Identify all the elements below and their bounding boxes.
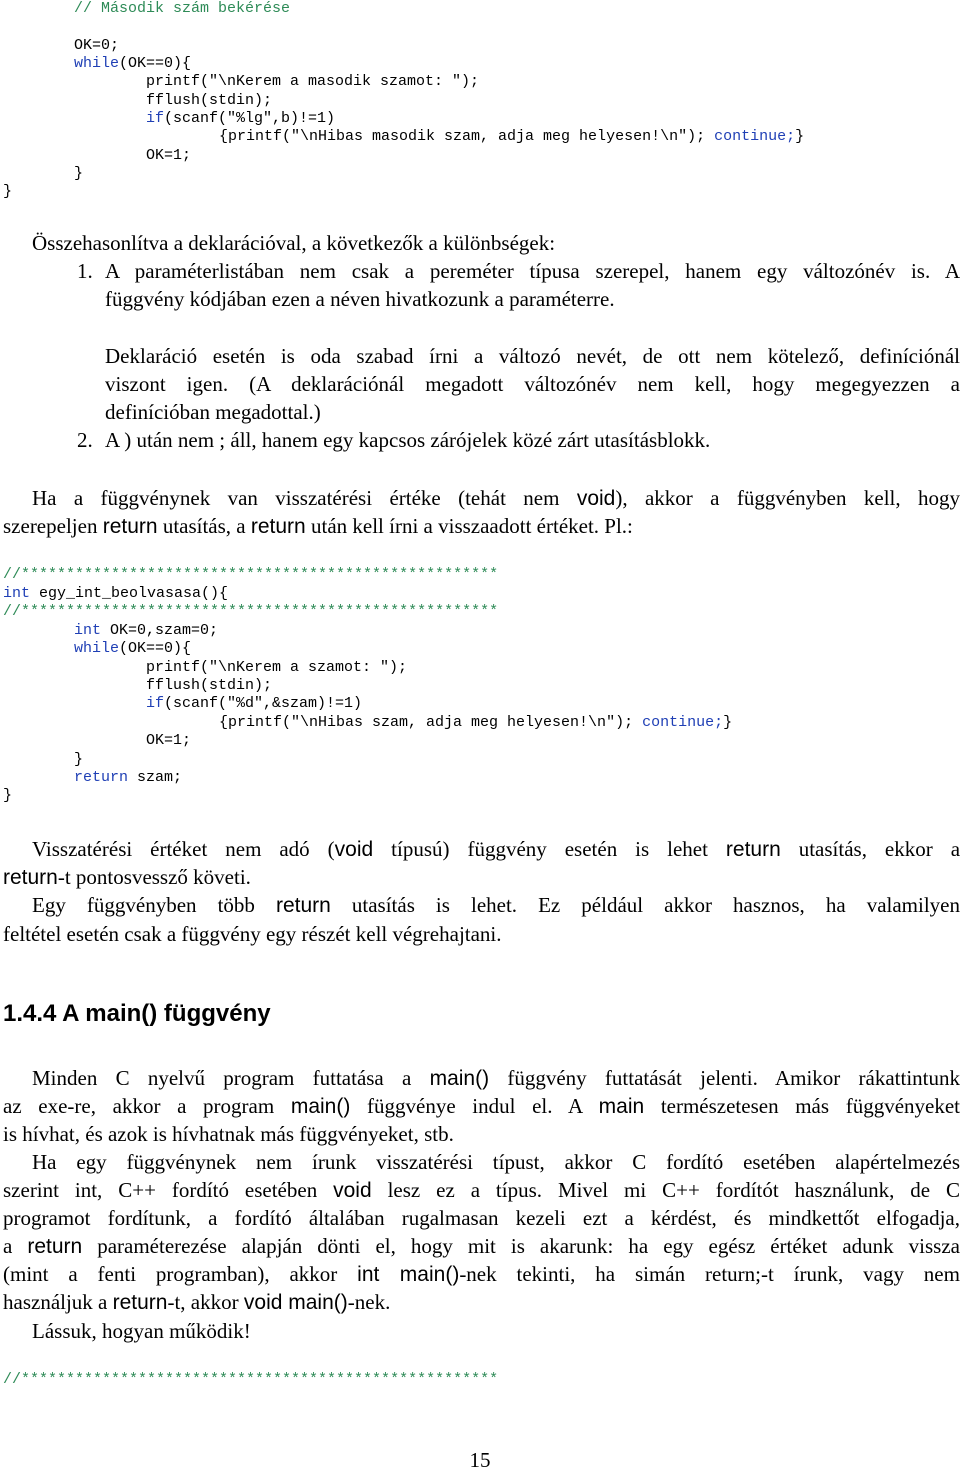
code-comment: //***************************************************** [3, 603, 499, 620]
inline-code: int main() [357, 1263, 460, 1286]
inline-code: return [102, 515, 158, 538]
code-line: printf("\nKerem a masodik szamot: "); [146, 73, 480, 90]
text-run: a [3, 1234, 28, 1258]
list-number-1: 1. [77, 259, 93, 283]
code-line: } [3, 787, 13, 804]
code-line [219, 128, 804, 146]
list-note-line: Deklaráció esetén is oda szabad írni a változó nevét, de ott nem kötelező, definíciónál [105, 344, 960, 368]
code-line [3, 585, 228, 603]
code-comment: //***************************************************** [3, 1371, 499, 1388]
code-line [146, 110, 335, 128]
code-line [219, 714, 732, 732]
code-text: egy_int_beolvasasa(){ [30, 585, 229, 602]
inline-code: void [334, 838, 374, 861]
paragraph-line: programot fordítunk, a fordító általában rugalmasan kezeli ezt a kérdést, és mindkettőt elfogadja, [3, 1206, 960, 1230]
text-run: Minden C nyelvű program futtatása a [32, 1066, 430, 1090]
intro-text: Összehasonlítva a deklarációval, a következők a különbségek: [32, 231, 556, 255]
paragraph-line: is hívhat, és azok is hívhatnak más függvényeket, stb. [3, 1122, 454, 1146]
paragraph-line [32, 891, 960, 920]
paragraph-line: Ha egy függvénynek nem írunk visszatérési típust, akkor C fordító esetében alapértelmezés [32, 1150, 960, 1174]
code-line [74, 622, 218, 640]
paragraph-line: Lássuk, hogyan működik! [32, 1319, 251, 1343]
code-line [74, 769, 182, 787]
inline-code: main() [429, 1067, 490, 1090]
paragraph-line [3, 1232, 960, 1261]
text-run: után kell írni a visszaadott értéket. Pl.: [305, 514, 633, 538]
code-text: (OK==0){ [119, 55, 192, 72]
text-run: függvénye indul el. A [350, 1094, 599, 1118]
text-run: függvény futtatását jelenti. Amikor rákattintunk [489, 1066, 960, 1090]
code-text: OK=0,szam=0; [101, 622, 219, 639]
text-run: Egy függvényben több [32, 893, 276, 917]
inline-code: return [3, 866, 58, 889]
code-keyword: while [74, 55, 120, 72]
list-item-1-line: függvény kódjában ezen a néven hivatkozunk a paraméterre. [105, 287, 615, 311]
list-number-2: 2. [77, 428, 93, 452]
code-line: OK=1; [146, 732, 192, 749]
code-text: szam; [128, 769, 183, 786]
code-text: (scanf("%d",&szam)!=1) [164, 695, 363, 712]
paragraph-line [3, 1092, 960, 1121]
paragraph-line [3, 1176, 960, 1205]
code-keyword: while [74, 640, 120, 657]
code-line: } [74, 165, 84, 182]
code-text: } [795, 128, 805, 145]
code-line [74, 640, 191, 658]
inline-code: void main() [243, 1291, 348, 1314]
code-text: } [723, 714, 733, 731]
inline-code: main() [290, 1095, 351, 1118]
section-heading: 1.4.4 A main() függvény [3, 1000, 271, 1027]
inline-code: void [333, 1179, 372, 1202]
text-run: típusú) függvény esetén is lehet [373, 837, 726, 861]
paragraph-line [3, 863, 251, 892]
text-run: szerepeljen [3, 514, 103, 538]
text-run: (mint a fenti programban), akkor [3, 1262, 358, 1286]
text-run: -nek tekinti, ha simán return;-t írunk, vagy nem [459, 1262, 960, 1286]
inline-code: return [250, 515, 306, 538]
code-text: {printf("\nHibas szam, adja meg helyesen!\n"); [219, 714, 643, 731]
code-line: fflush(stdin); [146, 677, 273, 694]
inline-code: return [27, 1235, 83, 1258]
code-line [146, 695, 362, 713]
inline-code: return [275, 894, 331, 917]
text-run: utasítás, ekkor a [780, 837, 960, 861]
text-run: az exe-re, akkor a program [3, 1094, 291, 1118]
text-run: ), akkor a függvényben kell, hogy [615, 486, 960, 510]
text-run: Ha a függvénynek van visszatérési értéke (tehát nem [32, 486, 577, 510]
code-line: OK=1; [146, 147, 192, 164]
code-keyword: int [74, 622, 102, 639]
text-run: -t, akkor [167, 1290, 244, 1314]
code-keyword: if [146, 110, 165, 127]
code-line: } [3, 183, 13, 200]
code-keyword: if [146, 695, 165, 712]
inline-code: main [598, 1095, 645, 1118]
code-comment: //***************************************************** [3, 566, 499, 583]
list-note-line: viszont igen. (A deklarációnál megadott változónév nem kell, hogy megegyezzen a [105, 372, 960, 396]
paragraph-line [3, 1260, 960, 1289]
text-run: Visszatérési értéket nem adó ( [32, 837, 335, 861]
inline-code: void [576, 487, 616, 510]
code-keyword: continue; [714, 128, 796, 145]
text-run: -nek. [347, 1290, 391, 1314]
list-item-1-line: A paraméterlistában nem csak a pereméter típusa szerepel, hanem egy változónév is. A [105, 259, 960, 283]
list-note-line: definícióban megadottal.) [105, 400, 321, 424]
text-run: -t pontosvessző követi. [57, 865, 251, 889]
text-run: használjuk a [3, 1290, 113, 1314]
inline-code: return [725, 838, 781, 861]
code-comment: // Második szám bekérése [74, 0, 291, 17]
paragraph-line [32, 484, 960, 513]
paragraph-line [3, 1288, 390, 1317]
code-keyword: return [74, 769, 129, 786]
text-run: lesz ez a típus. Mivel mi C++ fordítót használunk, de C [371, 1178, 960, 1202]
list-item-2: A ) után nem ; áll, hanem egy kapcsos zárójelek közé zárt utasításblokk. [105, 428, 711, 452]
paragraph-line: feltétel esetén csak a függvény egy részét kell végrehajtani. [3, 922, 502, 946]
inline-code: return [112, 1291, 168, 1314]
code-line [74, 55, 191, 73]
page-number: 15 [469, 1448, 491, 1472]
code-keyword: continue; [642, 714, 724, 731]
code-line: OK=0; [74, 37, 120, 54]
code-line: } [74, 751, 84, 768]
paragraph-line [3, 512, 633, 541]
text-run: utasítás, a [157, 514, 251, 538]
code-text: {printf("\nHibas masodik szam, adja meg helyesen!\n"); [219, 128, 715, 145]
code-text: (scanf("%lg",b)!=1) [164, 110, 336, 127]
code-line: fflush(stdin); [146, 92, 273, 109]
text-run: utasítás is lehet. Ez például akkor hasznos, ha valamilyen [330, 893, 960, 917]
code-text: (OK==0){ [119, 640, 192, 657]
code-line: printf("\nKerem a szamot: "); [146, 659, 408, 676]
text-run: természetesen más függvényeket [644, 1094, 960, 1118]
code-keyword: int [3, 585, 31, 602]
text-run: szerint int, C++ fordító esetében [3, 1178, 334, 1202]
paragraph-line [32, 835, 960, 864]
text-run: paraméterezése alapján dönti el, hogy mit is akarunk: ha egy egész értéket adunk vissza [82, 1234, 960, 1258]
paragraph-line [32, 1064, 960, 1093]
